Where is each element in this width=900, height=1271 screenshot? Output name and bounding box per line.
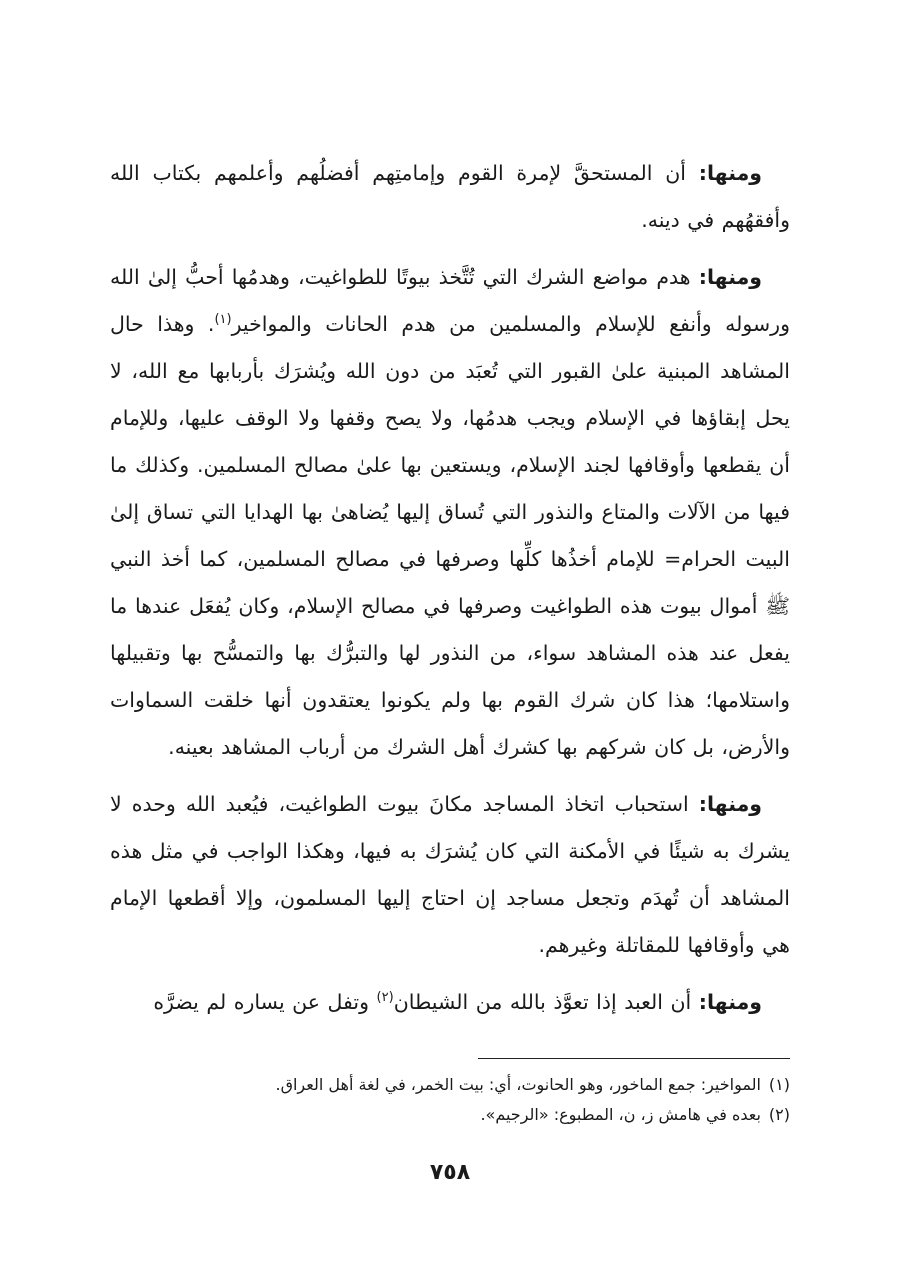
footnote-number: (١) bbox=[768, 1075, 790, 1094]
footnote-text: المواخير: جمع الماخور، وهو الحانوت، أي: بيت الخمر، في لغة أهل العراق. bbox=[275, 1075, 761, 1094]
paragraph-text: استحباب اتخاذ المساجد مكانَ بيوت الطواغيت، فيُعبد الله وحده لا يشرك به شيئًا في الأمكنة التي كان يُشرَك به فيها، وهكذا الواجب في مثل هذه المشاهد أن تُهدَم وتجعل مساجد إن احتاج إليها المسلمون، وإلا أقطعها الإمام هي وأوقافها للمقاتلة وغيرهم. bbox=[110, 792, 790, 957]
paragraph-3 bbox=[110, 781, 790, 969]
footnotes bbox=[110, 1070, 790, 1130]
footnote-ref-2[interactable]: (٢) bbox=[376, 990, 394, 1006]
paragraph-text-continued: وتفل عن يساره لم يضرَّه bbox=[153, 990, 377, 1014]
paragraph-lead: ومنها: bbox=[698, 161, 762, 185]
paragraph-lead: ومنها: bbox=[698, 990, 762, 1014]
paragraph-lead: ومنها: bbox=[698, 265, 762, 289]
footnote-2 bbox=[110, 1100, 790, 1130]
footnote-number: (٢) bbox=[768, 1105, 790, 1124]
paragraph-lead: ومنها: bbox=[698, 792, 762, 816]
page-number: ٧٥٨ bbox=[429, 1160, 471, 1185]
paragraph-4 bbox=[110, 979, 790, 1026]
paragraph-1 bbox=[110, 150, 790, 244]
paragraph-text: هدم مواضع الشرك التي تُتَّخذ بيوتًا للطواغيت، وهدمُها أحبُّ إلىٰ الله ورسوله وأنفع للإسلام والمسلمين من هدم الحانات والمواخير bbox=[110, 265, 790, 336]
paragraph-text: أن المستحقَّ لإمرة القوم وإمامتِهم أفضلُهم وأعلمهم بكتاب الله وأفقهُهم في دينه. bbox=[110, 161, 790, 232]
paragraph-text: أن العبد إذا تعوَّذ بالله من الشيطان bbox=[393, 990, 699, 1014]
footnote-ref-1[interactable]: (١) bbox=[214, 312, 232, 328]
footnote-divider bbox=[478, 1058, 790, 1059]
footnote-1 bbox=[110, 1070, 790, 1100]
footnote-text: بعده في هامش ز، ن، المطبوع: «الرجيم». bbox=[480, 1105, 761, 1124]
paragraph-text-continued: . وهذا حال المشاهد المبنية علىٰ القبور التي تُعبَد من دون الله ويُشرَك بأربابها مع الله، لا يحل إبقاؤها في الإسلام ويجب هدمُها، ولا يصح وقفها ولا الوقف عليها، وللإمام أن يقطعها وأوقافها لجند الإسلام، ويستعين بها علىٰ مصالح المسلمين. وكذلك ما فيها من الآلات والمتاع والنذور التي تُساق إليها يُضاهىٰ بها الهدايا التي تساق إلىٰ البيت الحرام= للإمام أخذُها كلِّها وصرفها في مصالح المسلمين، كما أخذ النبي ﷺ أموال بيوت هذه الطواغيت وصرفها في مصالح الإسلام، وكان يُفعَل عندها ما يفعل عند هذه المشاهد سواء، من النذور لها والتبرُّك بها والتمسُّح بها وتقبيلها واستلامها؛ هذا كان شرك القوم بها ولم يكونوا يعتقدون أنها خلقت السماوات والأرض، بل كان شركهم بها كشرك أهل الشرك من أرباب المشاهد بعينه. bbox=[110, 312, 790, 759]
paragraph-2 bbox=[110, 254, 790, 771]
page-body bbox=[110, 150, 790, 1036]
